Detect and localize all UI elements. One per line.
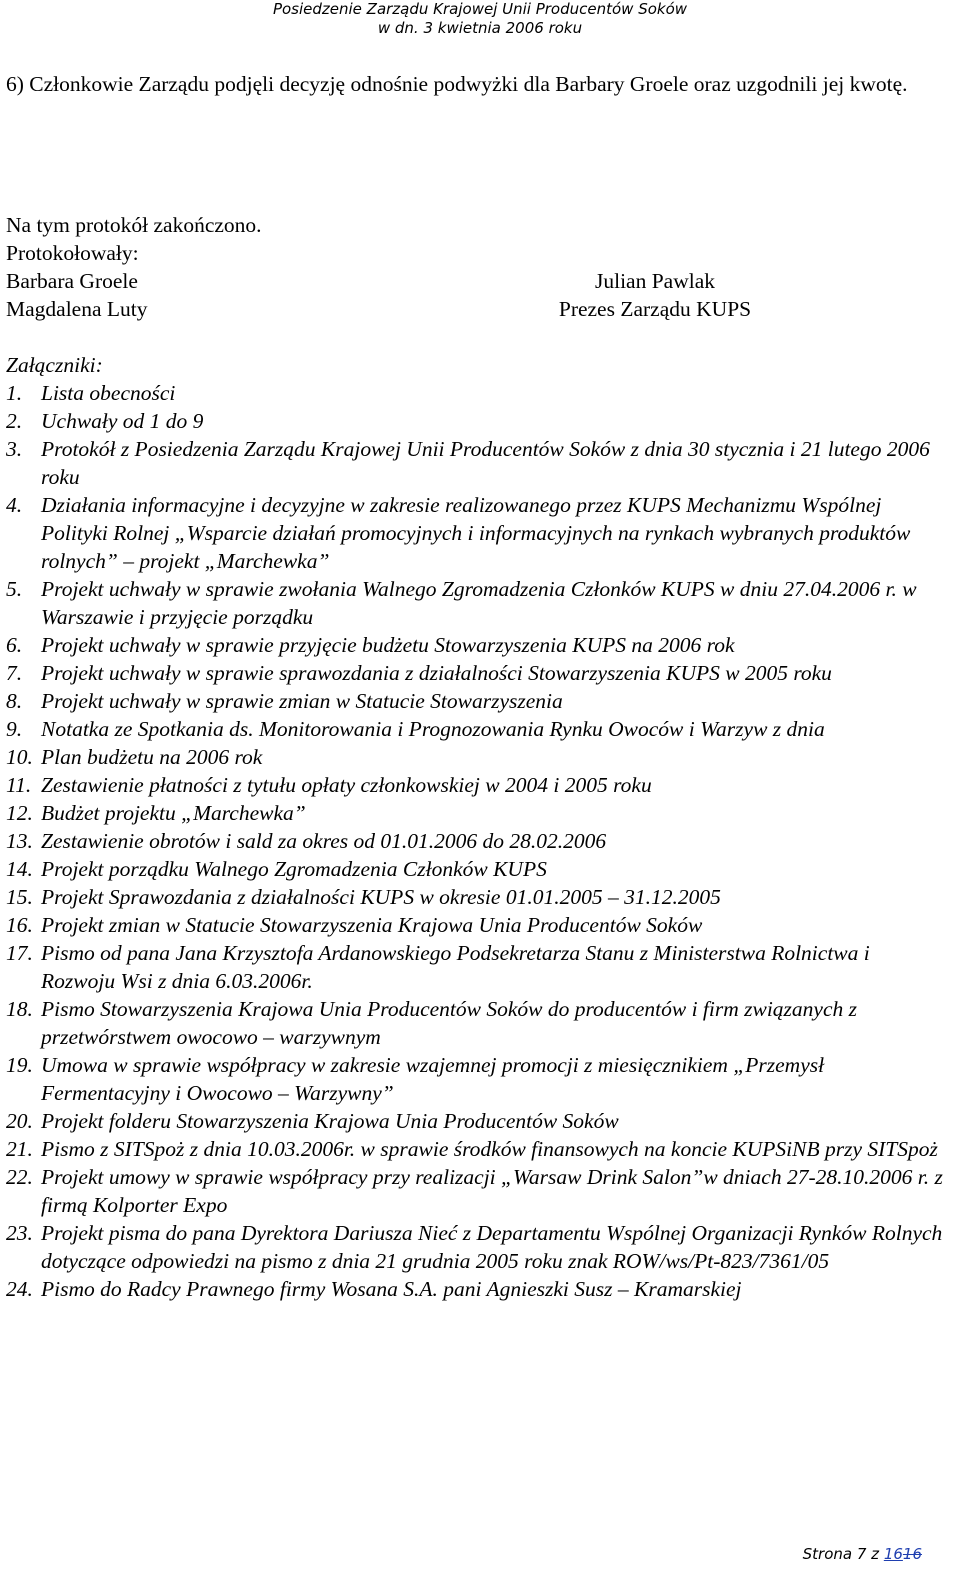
attachment-text: Budżet projektu „Marchewka” xyxy=(41,801,306,825)
attachment-item xyxy=(6,1135,946,1163)
attachment-item xyxy=(6,407,946,435)
attachment-number: 2. xyxy=(6,409,23,433)
attachment-text: Projekt umowy w sprawie współpracy przy realizacji „Warsaw Drink Salon”w dniach 27-28.10.2006 r. z firmą Kolporter Expo xyxy=(41,1165,943,1217)
attachment-number: 21. xyxy=(6,1137,33,1161)
attachment-text: Projekt uchwały w sprawie sprawozdania z działalności Stowarzyszenia KUPS w 2005 roku xyxy=(41,661,832,685)
page-header xyxy=(0,0,960,38)
attachment-number: 18. xyxy=(6,997,33,1021)
attachment-number: 23. xyxy=(6,1221,33,1245)
attachment-number: 4. xyxy=(6,493,23,517)
attachment-item xyxy=(6,939,946,995)
attachment-item xyxy=(6,1275,946,1303)
attachment-number: 7. xyxy=(6,661,23,685)
president-signature xyxy=(545,267,765,323)
page-total-deleted: 16 xyxy=(902,1545,922,1563)
attachment-item xyxy=(6,827,946,855)
attachment-number: 20. xyxy=(6,1109,33,1133)
attachment-item xyxy=(6,799,946,827)
attachment-number: 11. xyxy=(6,773,32,797)
attachment-item xyxy=(6,883,946,911)
attachment-item xyxy=(6,659,946,687)
closing-statement: Na tym protokół zakończono. xyxy=(6,213,262,237)
attachment-number: 13. xyxy=(6,829,33,853)
attachment-number: 22. xyxy=(6,1165,33,1189)
recorders-signature xyxy=(6,267,148,323)
attachment-number: 19. xyxy=(6,1053,33,1077)
paragraph-item-6: 6) Członkowie Zarządu podjęli decyzję odnośnie podwyżki dla Barbary Groele oraz uzgodnili jej kwotę. xyxy=(6,72,908,96)
attachment-item xyxy=(6,631,946,659)
attachment-item xyxy=(6,911,946,939)
header-date: w dn. 3 kwietnia 2006 roku xyxy=(377,19,583,37)
attachment-number: 16. xyxy=(6,913,33,937)
attachment-number: 10. xyxy=(6,745,33,769)
president-name: Julian Pawlak xyxy=(594,269,716,293)
attachments-heading: Załączniki: xyxy=(6,353,103,377)
attachment-text: Pismo od pana Jana Krzysztofa Ardanowskiego Podsekretarza Stanu z Ministerstwa Rolnictwa i Rozwoju Wsi z dnia 6.03.2006r. xyxy=(41,941,870,993)
attachment-number: 9. xyxy=(6,717,23,741)
attachment-item xyxy=(6,379,946,407)
attachment-text: Projekt pisma do pana Dyrektora Dariusza Nieć z Departamentu Wspólnej Organizacji Rynków Rolnych dotyczące odpowiedzi na pismo z dnia 21 grudnia 2005 roku znak ROW/ws/Pt-823/7361/05 xyxy=(41,1221,943,1273)
attachment-item xyxy=(6,995,946,1051)
attachment-number: 15. xyxy=(6,885,33,909)
attachment-text: Pismo z SITSpoż z dnia 10.03.2006r. w sprawie środków finansowych na koncie KUPSiNB przy SITSpoż xyxy=(41,1137,938,1161)
attachment-item xyxy=(6,1163,946,1219)
page-total-inserted: 16 xyxy=(883,1545,903,1563)
attachment-number: 17. xyxy=(6,941,33,965)
page-footer xyxy=(803,1544,922,1564)
attachment-text: Projekt folderu Stowarzyszenia Krajowa Unia Producentów Soków xyxy=(41,1109,619,1133)
recorder-name: Magdalena Luty xyxy=(6,297,148,321)
attachment-text: Projekt uchwały w sprawie przyjęcie budżetu Stowarzyszenia KUPS na 2006 rok xyxy=(41,633,735,657)
attachment-text: Uchwały od 1 do 9 xyxy=(41,409,204,433)
attachment-text: Lista obecności xyxy=(41,381,176,405)
attachment-text: Umowa w sprawie współpracy w zakresie wzajemnej promocji z miesięcznikiem „Przemysł Fermentacyjny i Owocowo – Warzywny” xyxy=(41,1053,825,1105)
attachment-text: Projekt Sprawozdania z działalności KUPS w okresie 01.01.2005 – 31.12.2005 xyxy=(41,885,721,909)
attachment-text: Plan budżetu na 2006 rok xyxy=(41,745,263,769)
attachment-text: Projekt zmian w Statucie Stowarzyszenia Krajowa Unia Producentów Soków xyxy=(41,913,703,937)
attachment-number: 3. xyxy=(6,437,23,461)
attachment-text: Działania informacyjne i decyzyjne w zakresie realizowanego przez KUPS Mechanizmu Wspólnej Polityki Rolnej „Wsparcie działań promocyjnych i informacyjnych na rynkach wybranych produktów rolnych” – projekt „Marchewka” xyxy=(41,493,911,573)
closing-block xyxy=(6,211,262,267)
attachment-text: Projekt uchwały w sprawie zwołania Walnego Zgromadzenia Członków KUPS w dniu 27.04.2006 r. w Warszawie i przyjęcie porządku xyxy=(41,577,917,629)
attachment-text: Protokół z Posiedzenia Zarządu Krajowej Unii Producentów Soków z dnia 30 stycznia i 21 lutego 2006 roku xyxy=(41,437,930,489)
attachments-section xyxy=(6,351,946,1303)
attachment-text: Pismo Stowarzyszenia Krajowa Unia Producentów Soków do producentów i firm związanych z przetwórstwem owocowo – warzywnym xyxy=(41,997,858,1049)
attachment-item xyxy=(6,771,946,799)
attachment-number: 14. xyxy=(6,857,33,881)
attachment-item xyxy=(6,1051,946,1107)
page-number-prefix: Strona 7 z xyxy=(802,1545,884,1563)
attachment-item xyxy=(6,1219,946,1275)
attachment-text: Zestawienie płatności z tytułu opłaty członkowskiej w 2004 i 2005 roku xyxy=(41,773,652,797)
attachment-number: 8. xyxy=(6,689,23,713)
attachments-list xyxy=(6,379,946,1303)
attachment-text: Pismo do Radcy Prawnego firmy Wosana S.A. pani Agnieszki Susz – Kramarskiej xyxy=(41,1277,742,1301)
attachment-number: 24. xyxy=(6,1277,33,1301)
attachment-item xyxy=(6,575,946,631)
attachment-text: Notatka ze Spotkania ds. Monitorowania i Prognozowania Rynku Owoców i Warzyw z dnia xyxy=(41,717,825,741)
recorder-name: Barbara Groele xyxy=(6,269,138,293)
attachment-item xyxy=(6,687,946,715)
attachment-number: 5. xyxy=(6,577,23,601)
attachment-item xyxy=(6,715,946,743)
attachment-number: 6. xyxy=(6,633,23,657)
attachment-item xyxy=(6,743,946,771)
attachment-item xyxy=(6,1107,946,1135)
attachment-text: Projekt porządku Walnego Zgromadzenia Członków KUPS xyxy=(41,857,547,881)
president-title: Prezes Zarządu KUPS xyxy=(558,297,752,321)
attachment-item xyxy=(6,491,946,575)
attachment-text: Projekt uchwały w sprawie zmian w Statucie Stowarzyszenia xyxy=(41,689,563,713)
attachment-text: Zestawienie obrotów i sald za okres od 01.01.2006 do 28.02.2006 xyxy=(41,829,607,853)
recorded-by-label: Protokołowały: xyxy=(6,241,139,265)
attachment-number: 12. xyxy=(6,801,33,825)
header-title: Posiedzenie Zarządu Krajowej Unii Producentów Soków xyxy=(272,0,688,18)
attachment-number: 1. xyxy=(6,381,23,405)
attachment-item xyxy=(6,435,946,491)
attachment-item xyxy=(6,855,946,883)
